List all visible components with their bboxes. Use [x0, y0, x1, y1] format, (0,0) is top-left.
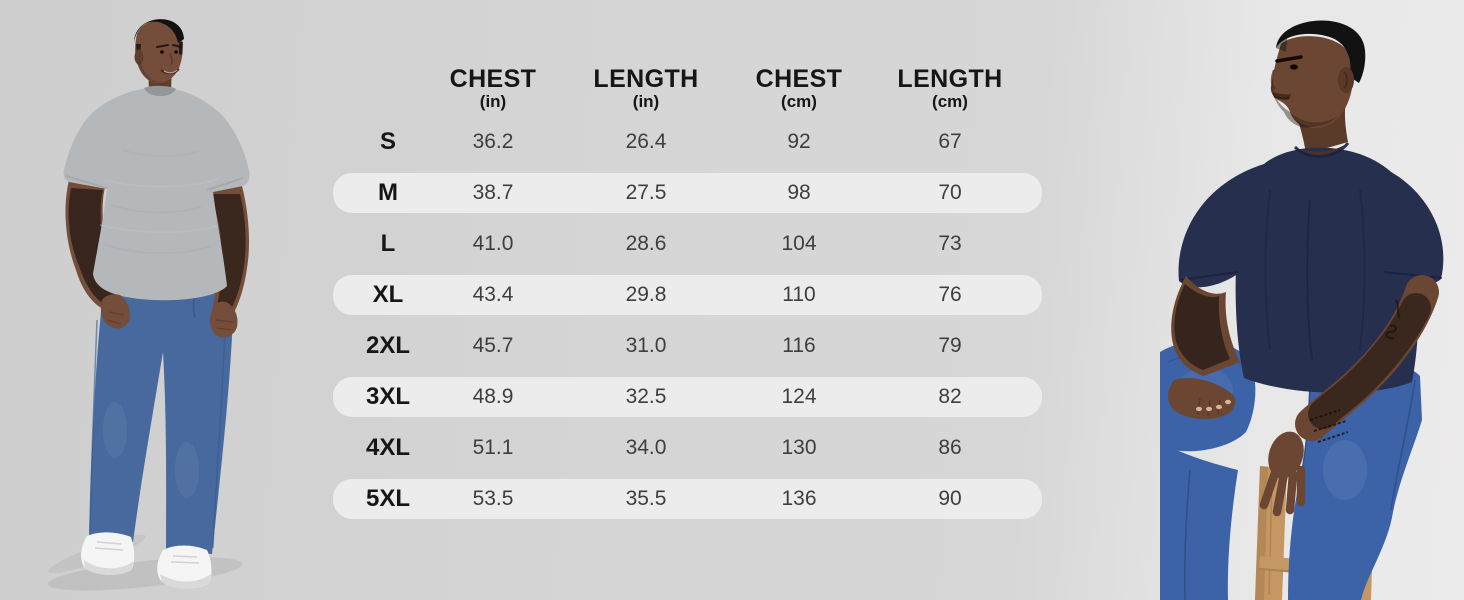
model-photo-sitting: [1160, 0, 1464, 600]
length-in-value: 27.5: [625, 181, 667, 204]
size-label: S: [379, 128, 396, 155]
size-label: 2XL: [365, 332, 410, 359]
size-table: [333, 66, 1042, 530]
column-header-chest-in: [418, 66, 568, 111]
column-header-label: CHEST: [449, 65, 537, 93]
size-row-3xl: [333, 377, 1042, 417]
size-table-header: [333, 66, 1042, 122]
chest-cm-value: 104: [781, 232, 817, 255]
size-label: 5XL: [365, 485, 410, 512]
length-in-value: 28.6: [625, 232, 667, 255]
length-cm-value: 76: [938, 283, 962, 306]
length-cm-value: 73: [938, 232, 962, 255]
length-in-value: 32.5: [625, 385, 667, 408]
column-header-unit: (cm): [781, 92, 817, 111]
length-cm-value: 79: [938, 334, 962, 357]
length-in-value: 26.4: [625, 130, 667, 153]
chest-in-value: 36.2: [472, 130, 514, 153]
length-cm-value: 90: [938, 487, 962, 510]
length-in-value: 34.0: [625, 436, 667, 459]
size-label: XL: [372, 281, 404, 308]
length-in-value: 29.8: [625, 283, 667, 306]
column-header-label: CHEST: [755, 65, 843, 93]
chest-in-value: 45.7: [472, 334, 514, 357]
chest-in-value: 51.1: [472, 436, 514, 459]
length-cm-value: 70: [938, 181, 962, 204]
chest-in-value: 48.9: [472, 385, 514, 408]
size-row-5xl: [333, 479, 1042, 519]
size-row-l: [333, 224, 1042, 264]
size-row-xl: [333, 275, 1042, 315]
size-label: L: [380, 230, 396, 257]
chest-in-value: 41.0: [472, 232, 514, 255]
length-in-value: 31.0: [625, 334, 667, 357]
column-header-unit: (cm): [932, 92, 968, 111]
column-header-length-cm: [875, 66, 1025, 111]
head: [1271, 20, 1365, 128]
length-cm-value: 86: [938, 436, 962, 459]
size-label: 3XL: [365, 383, 410, 410]
chest-cm-value: 136: [781, 487, 817, 510]
column-header-chest-cm: [724, 66, 874, 111]
size-row-m: [333, 173, 1042, 213]
column-header-label: LENGTH: [897, 65, 1003, 93]
length-cm-value: 82: [938, 385, 962, 408]
column-header-length-in: [571, 66, 721, 111]
chest-cm-value: 130: [781, 436, 817, 459]
chest-cm-value: 110: [782, 283, 816, 306]
chest-in-value: 38.7: [472, 181, 514, 204]
size-row-2xl: [333, 326, 1042, 366]
column-header-label: LENGTH: [593, 65, 699, 93]
column-header-unit: (in): [479, 92, 507, 111]
chest-cm-value: 124: [781, 385, 817, 408]
length-cm-value: 67: [938, 130, 962, 153]
size-row-s: [333, 122, 1042, 162]
size-label: M: [378, 179, 398, 206]
chest-in-value: 53.5: [472, 487, 514, 510]
chest-cm-value: 92: [787, 130, 811, 153]
column-header-unit: (in): [632, 92, 660, 111]
model-photo-standing: [45, 0, 285, 600]
right-arm-tattooed: [1168, 276, 1240, 419]
head: [134, 19, 184, 83]
length-in-value: 35.5: [625, 487, 667, 510]
size-row-4xl: [333, 428, 1042, 468]
chest-cm-value: 116: [782, 334, 816, 357]
chest-in-value: 43.4: [472, 283, 514, 306]
size-label: 4XL: [365, 434, 410, 461]
chest-cm-value: 98: [787, 181, 811, 204]
